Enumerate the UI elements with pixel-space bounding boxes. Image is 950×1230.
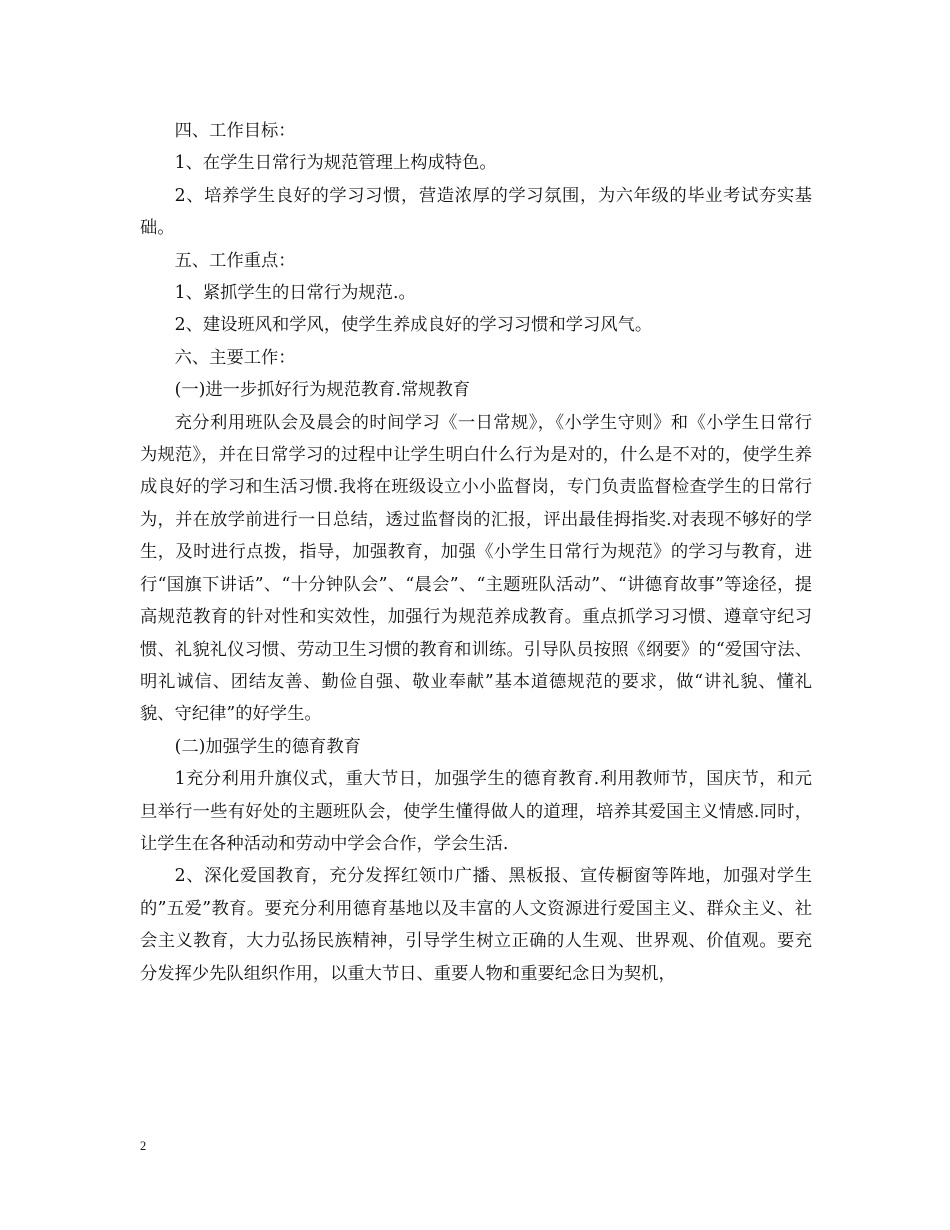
paragraph: 2、深化爱国教育，充分发挥红领巾广播、黑板报、宣传橱窗等阵地，加强对学生的”五爱”教育。要充分利用德育基地以及丰富的人文资源进行爱国主义、群众主义、社会主义教育，大力弘扬民族精神，引导学生树立正确的人生观、世界观、价值观。要充分发挥少先队组织作用，以重大节日、重要人物和重要纪念日为契机， [140, 866, 812, 984]
paragraph: 1、在学生日常行为规范管理上构成特色。 [174, 153, 497, 174]
section-heading-work-goals: 四、工作目标： [174, 121, 296, 141]
paragraph: 2、建设班风和学风，使学生养成良好的学习习惯和学习风气。 [174, 315, 653, 336]
paragraph: 1充分利用升旗仪式，重大节日，加强学生的德育教育.利用教师节，国庆节，和元旦举行一些有好处的主题班队会，使学生懂得做人的道理，培养其爱国主义情感.同时，让学生在各种活动和劳动中学会合作，学会生活. [140, 769, 812, 854]
section-heading-work-focus: 五、工作重点： [174, 250, 296, 271]
document-body [140, 115, 812, 990]
paragraph: 2、培养学生良好的学习习惯，营造浓厚的学习氛围，为六年级的毕业考试夯实基础。 [140, 185, 812, 239]
paragraph: 充分利用班队会及晨会的时间学习《一日常规》，《小学生守则》和《小学生日常行为规范》，并在日常学习的过程中让学生明白什么行为是对的，什么是不对的，使学生养成良好的学习和生活习惯.我将在班级设立小小监督岗，专门负责监督检查学生的日常行为，并在放学前进行一日总结，透过监督岗的汇报，评出最佳拇指奖.对表现不够好的学生，及时进行点拨，指导，加强教育，加强《小学生日常行为规范》的学习与教育，进行“国旗下讲话”、“十分钟队会”、“晨会”、“主题班队活动”、“讲德育故事”等途径，提高规范教育的针对性和实效性，加强行为规范养成教育。重点抓学习习惯、遵章守纪习惯、礼貌礼仪习惯、劳动卫生习惯的教育和训练。引导队员按照《纲要》的“爱国守法、明礼诚信、团结友善、勤俭自强、敬业奉献”基本道德规范的要求，做“讲礼貌、懂礼貌、守纪律”的好学生。 [140, 412, 812, 725]
page-number: 2 [140, 1139, 147, 1153]
paragraph: 1、紧抓学生的日常行为规范.。 [174, 283, 416, 304]
subsection-heading: (二)加强学生的德育教育 [174, 736, 361, 757]
subsection-heading: (一)进一步抓好行为规范教育.常规教育 [174, 380, 471, 401]
section-heading-main-work: 六、主要工作： [174, 347, 296, 368]
